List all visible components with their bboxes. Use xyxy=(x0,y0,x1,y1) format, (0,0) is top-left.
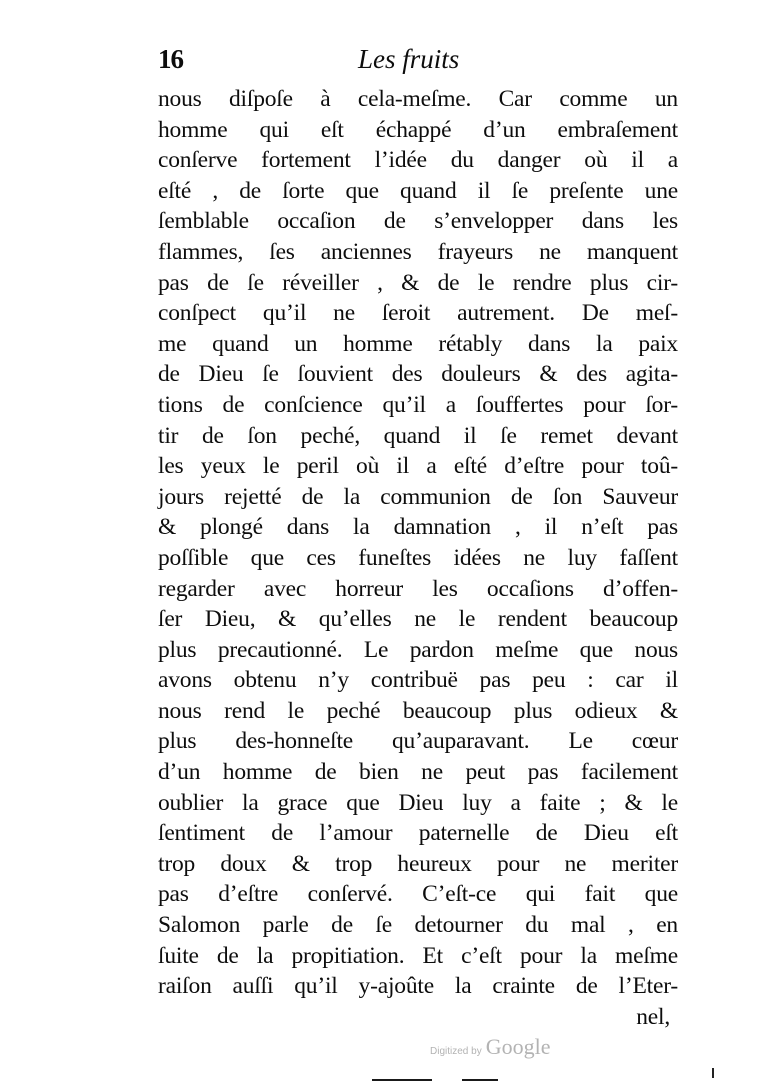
text-line: nous diſpoſe à cela-meſme. Car comme un xyxy=(158,86,678,112)
text-line: ſentiment de l’amour paternelle de Dieu eſt xyxy=(158,820,678,847)
page-edge-mark xyxy=(712,1068,714,1078)
text-line: de Dieu ſe ſouvient des douleurs & des agita- xyxy=(158,361,678,388)
page-header xyxy=(158,44,678,84)
text-line: homme qui eſt échappé d’un embraſement xyxy=(158,116,678,143)
running-title: Les fruits xyxy=(358,44,460,74)
digitized-by-label: Digitized by xyxy=(430,1046,482,1057)
text-line: ſer Dieu, & qu’elles ne le rendent beaucoup xyxy=(158,606,678,633)
text-line: Salomon parle de ſe detourner du mal , en xyxy=(158,912,678,939)
text-line: avons obtenu n’y contribuë pas peu : car il xyxy=(158,667,678,694)
catchword: nel, xyxy=(636,1003,670,1030)
digitization-watermark xyxy=(430,1034,550,1064)
text-line: pas de ſe réveiller , & de le rendre plus cir- xyxy=(158,269,678,296)
text-line: regarder avec horreur les occaſions d’offen- xyxy=(158,575,678,602)
bottom-rule xyxy=(372,1079,432,1081)
text-line: conſerve fortement l’idée du danger où il a xyxy=(158,147,678,174)
body-text xyxy=(158,84,678,1032)
text-line: eſté , de ſorte que quand il ſe preſente une xyxy=(158,177,678,204)
text-line: raiſon auſſi qu’il y-ajoûte la crainte de l’Eter- xyxy=(158,973,678,1000)
text-line: poſſible que ces funeſtes idées ne luy faſſent xyxy=(158,544,678,571)
text-line: tir de ſon peché, quand il ſe remet devant xyxy=(158,422,678,449)
text-line: ſemblable occaſion de s’envelopper dans les xyxy=(158,208,678,235)
text-line: me quand un homme rétably dans la paix xyxy=(158,330,678,357)
text-line: tions de conſcience qu’il a ſouffertes pour ſor- xyxy=(158,391,678,418)
text-line: les yeux le peril où il a eſté d’eſtre pour toû- xyxy=(158,453,678,480)
text-line: nous rend le peché beaucoup plus odieux & xyxy=(158,697,678,724)
text-line: oublier la grace que Dieu luy a faite ; & le xyxy=(158,789,678,816)
text-line: pas d’eſtre conſervé. C’eſt-ce qui fait que xyxy=(158,881,678,908)
text-line: ſuite de la propitiation. Et c’eſt pour la meſme xyxy=(158,942,678,969)
text-line: flammes, ſes anciennes frayeurs ne manquent xyxy=(158,238,678,265)
bottom-rule xyxy=(462,1079,498,1081)
text-line: d’un homme de bien ne peut pas facilement xyxy=(158,759,678,786)
text-line: & plongé dans la damnation , il n’eſt pas xyxy=(158,514,678,541)
text-line: jours rejetté de la communion de ſon Sauveur xyxy=(158,483,678,510)
text-line: conſpect qu’il ne ſeroit autrement. De meſ- xyxy=(158,300,678,327)
google-logo: Google xyxy=(485,1034,551,1059)
text-line: trop doux & trop heureux pour ne meriter xyxy=(158,850,678,877)
text-line: plus precautionné. Le pardon meſme que nous xyxy=(158,636,678,663)
page-number: 16 xyxy=(158,44,183,74)
text-line: plus des-honneſte qu’auparavant. Le cœur xyxy=(158,728,678,755)
